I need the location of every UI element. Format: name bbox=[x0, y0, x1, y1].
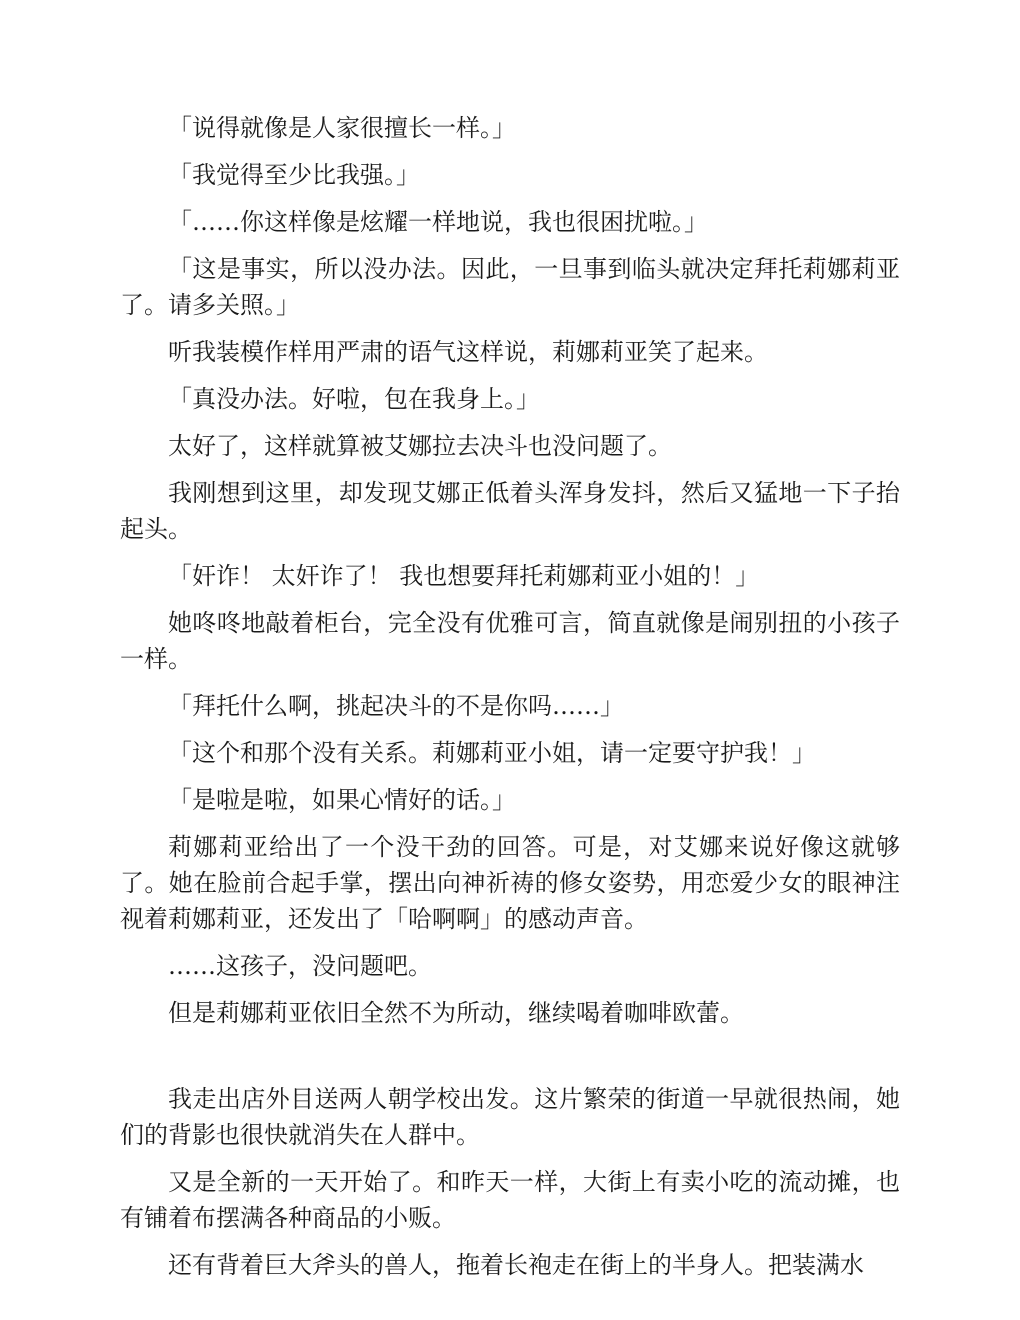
narration-paragraph: 又是全新的一天开始了。和昨天一样，大街上有卖小吃的流动摊，也有铺着布摆满各种商品的小贩。 bbox=[120, 1168, 900, 1232]
narration-paragraph: 我刚想到这里，却发现艾娜正低着头浑身发抖，然后又猛地一下子抬起头。 bbox=[120, 479, 900, 543]
section-break bbox=[120, 1042, 900, 1081]
narration-paragraph: 我走出店外目送两人朝学校出发。这片繁荣的街道一早就很热闹，她们的背影也很快就消失在人群中。 bbox=[120, 1085, 900, 1149]
narration-paragraph: 她咚咚地敲着柜台，完全没有优雅可言，简直就像是闹别扭的小孩子一样。 bbox=[120, 609, 900, 673]
dialogue-paragraph: 「我觉得至少比我强。」 bbox=[168, 161, 420, 189]
dialogue-paragraph: 「这个和那个没有关系。莉娜莉亚小姐，请一定要守护我！」 bbox=[168, 739, 816, 767]
narration-paragraph: 但是莉娜莉亚依旧全然不为所动，继续喝着咖啡欧蕾。 bbox=[168, 999, 744, 1027]
dialogue-paragraph: 「真没办法。好啦，包在我身上。」 bbox=[168, 385, 540, 413]
narration-paragraph: 莉娜莉亚给出了一个没干劲的回答。可是，对艾娜来说好像这就够了。她在脸前合起手掌，摆出向神祈祷的修女姿势，用恋爱少女的眼神注视着莉娜莉亚，还发出了「哈啊啊」的感动声音。 bbox=[120, 833, 900, 933]
document-page bbox=[120, 110, 900, 1294]
dialogue-paragraph: 「这是事实，所以没办法。因此，一旦事到临头就决定拜托莉娜莉亚了。请多关照。」 bbox=[120, 255, 900, 319]
dialogue-paragraph: 「拜托什么啊，挑起决斗的不是你吗……」 bbox=[168, 692, 624, 720]
narration-paragraph: 听我装模作样用严肃的语气这样说，莉娜莉亚笑了起来。 bbox=[168, 338, 768, 366]
dialogue-paragraph: 「是啦是啦，如果心情好的话。」 bbox=[168, 786, 516, 814]
dialogue-paragraph: 「……你这样像是炫耀一样地说，我也很困扰啦。」 bbox=[168, 208, 708, 236]
dialogue-paragraph: 「奸诈！ 太奸诈了！ 我也想要拜托莉娜莉亚小姐的！」 bbox=[168, 562, 760, 590]
narration-paragraph: 太好了，这样就算被艾娜拉去决斗也没问题了。 bbox=[168, 432, 672, 460]
narration-paragraph: ……这孩子，没问题吧。 bbox=[168, 952, 432, 980]
dialogue-paragraph: 「说得就像是人家很擅长一样。」 bbox=[168, 114, 516, 142]
narration-paragraph: 还有背着巨大斧头的兽人，拖着长袍走在街上的半身人。把装满水 bbox=[168, 1251, 864, 1279]
